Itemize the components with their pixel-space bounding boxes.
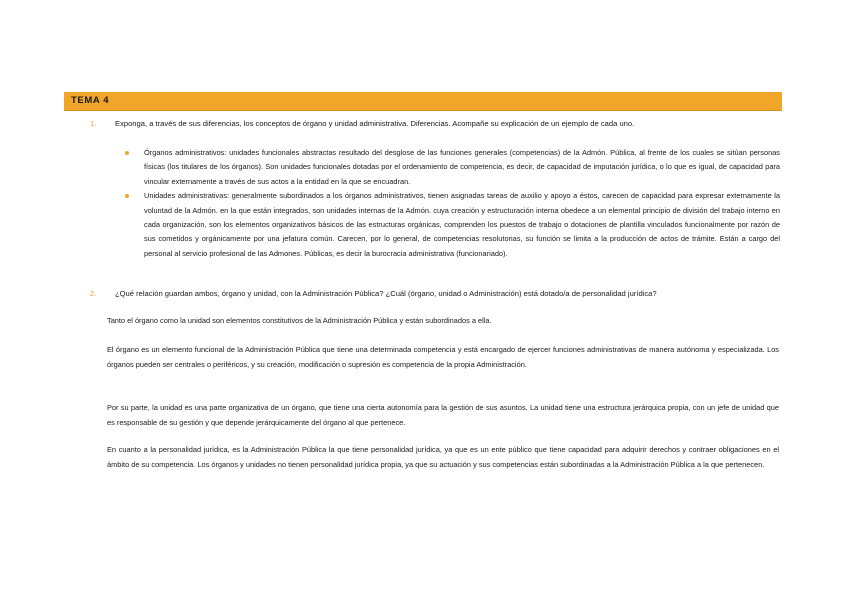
bullet-item bbox=[125, 189, 780, 261]
bullet-text: Órganos administrativos: unidades funcionales abstractas resultado del desglose de las funciones generales (competencias) de la Admón. Pública, al frente de los cuales se sitúan personas físicas (los titulares de los órganos). Son unidades funcionales dotadas por el ordenamiento de competencia, es decir, de capacidad de imputación jurídica, o lo que es igual, de capacidad para vincular externamente a través de sus actos a la entidad en la que se encuadran. bbox=[144, 148, 780, 186]
question-number: 1. bbox=[90, 119, 97, 128]
question-number: 2. bbox=[90, 289, 97, 298]
bullet-item bbox=[125, 146, 780, 189]
answer-paragraph: Por su parte, la unidad es una parte organizativa de un órgano, que tiene una cierta autonomía para la gestión de sus asuntos. La unidad tiene una estructura jerárquica propia, con un jefe de unidad que es responsable de su gestión y que depende jerárquicamente del órgano al que pertenece. bbox=[107, 403, 779, 427]
answer-paragraph: En cuanto a la personalidad jurídica, es la Administración Pública la que tiene personalidad jurídica, ya que es un ente público que tiene capacidad para adquirir derechos y contraer obligaciones en el ámbito de su competencia. Los órganos y unidades no tienen personalidad jurídica propia, ya que su actuación y sus competencias están subordinadas a la Administración Pública a la que pertenecen. bbox=[107, 445, 779, 469]
section-header-bar bbox=[64, 92, 782, 111]
bullet-icon bbox=[125, 151, 129, 155]
section-title: TEMA 4 bbox=[71, 95, 110, 106]
bullet-text: Unidades administrativas: generalmente subordinados a los órganos administrativos, tienen asignadas tareas de auxilio y apoyo a éstos, carecen de capacidad para expresar externamente la voluntad de la Admón. en la que están integrados, son unidades internas de la Admón. cuya creación y estructuración interna obedece a un elemental principio de división del trabajo interno en cada organización, son los elementos organizativos básicos de las estructuras orgánicas, comprenden los puestos de trabajo o dotaciones de plantilla vinculados funcionalmente por razón de sus cometidos y orgánicamente por una jefatura común. Carecen, por lo general, de competencias resolutorias, su función se limita a la producción de actos de trámite. Están a cargo del personal al servicio profesional de las Admones. Públicas, es decir la burocracia administrativa (funcionariado). bbox=[144, 191, 780, 258]
bullet-icon bbox=[125, 194, 129, 198]
question-text: ¿Qué relación guardan ambos, órgano y unidad, con la Administración Pública? ¿Cuál (órgano, unidad o Administración) está dotado/a de personalidad jurídica? bbox=[115, 289, 657, 298]
bullet-list bbox=[125, 146, 780, 261]
answer-paragraph: El órgano es un elemento funcional de la Administración Pública que tiene una determinada competencia y está encargado de ejercer funciones administrativas de manera autónoma y especializada. Los órganos pueden ser centrales o periféricos, y su creación, modificación o supresión es competencia de la propia Administración. bbox=[107, 345, 779, 369]
answer-paragraph: Tanto el órgano como la unidad son elementos constitutivos de la Administración Pública y están subordinados a ella. bbox=[107, 316, 492, 325]
question-text: Exponga, a través de sus diferencias, los conceptos de órgano y unidad administrativa. Diferencias. Acompañe su explicación de un ejemplo de cada uno. bbox=[115, 119, 635, 128]
